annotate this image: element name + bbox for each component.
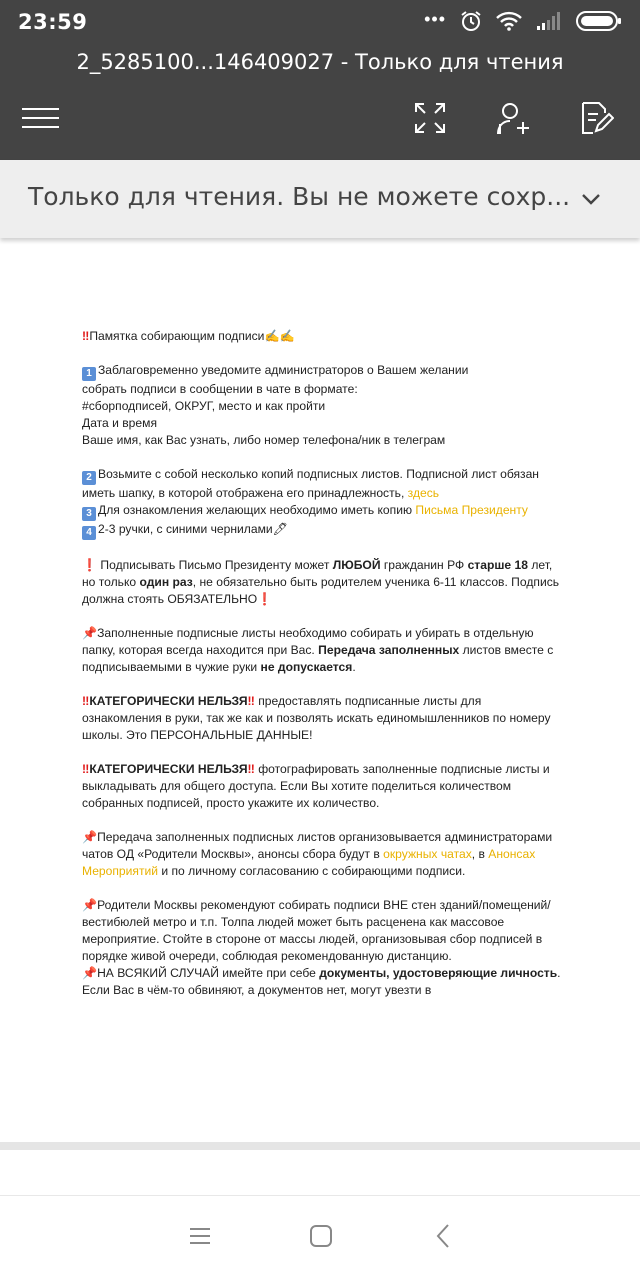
doc-paragraph-6: 📌Заполненные подписные листы необходимо собирать и убирать в отдельную папку, которая всегда находится при Вас. Передача заполненных листов вместе с подписываемыми в чужие руки не допускается. bbox=[82, 626, 554, 674]
double-exclamation-icon: ‼ bbox=[82, 694, 90, 708]
doc-paragraph-4: 4 2-3 ручки, с синими чернилами🖊 bbox=[82, 521, 562, 540]
wifi-icon bbox=[496, 11, 522, 31]
doc-paragraph-5: ❗ Подписывать Письмо Президенту может ЛЮБОЙ гражданин РФ старше 18 лет, но только один раз, не обязательно быть родителем ученика 6-11 классов. Подпись должна стоять ОБЯЗАТЕЛЬНО❗ bbox=[82, 558, 560, 606]
document-body bbox=[82, 328, 562, 999]
pushpin-icon: 📌 bbox=[82, 966, 98, 980]
fullscreen-icon[interactable] bbox=[412, 100, 448, 136]
link-district-chats[interactable]: окружных чатах bbox=[383, 847, 472, 861]
system-nav-bar bbox=[0, 1195, 640, 1281]
exclamation-icon: ❗ bbox=[257, 592, 273, 606]
doc-paragraph-3: 3 Для ознакомления желающих необходимо иметь копию Письма Президенту bbox=[82, 502, 562, 521]
battery-icon bbox=[576, 10, 622, 32]
recents-icon[interactable] bbox=[186, 1222, 214, 1250]
keycap-2-icon: 2 bbox=[82, 471, 96, 485]
doc-paragraph-1: 1 Заблаговременно уведомите администраторов о Вашем желании собрать подписи в сообщении в чате в формате: #сборподписей, ОКРУГ, место и как пройти Дата и время Ваше имя, как Вас узнать, либо номер телефона/ник в телеграм bbox=[82, 363, 469, 447]
pushpin-icon: 📌 bbox=[82, 898, 98, 912]
chevron-down-icon[interactable] bbox=[580, 188, 602, 210]
page-separator bbox=[0, 1142, 640, 1150]
doc-paragraph-10: 📌Родители Москвы рекомендуют собирать подписи ВНЕ стен зданий/помещений/вестибюлей метро и т.п. Толпа людей может быть расценена как массовое мероприятие. Стойте в стороне от массы людей, организовывая сбор подписей в порядке живой очереди, соблюдая рекомендованную дистанцию. bbox=[82, 898, 551, 963]
add-user-icon[interactable] bbox=[495, 100, 531, 136]
link-here[interactable]: здесь bbox=[407, 486, 440, 500]
double-exclamation-icon: ‼ bbox=[82, 762, 90, 776]
app-toolbar bbox=[0, 42, 640, 160]
doc-paragraph-11: 📌НА ВСЯКИЙ СЛУЧАЙ имейте при себе документы, удостоверяющие личность. Если Вас в чём-то обвиняют, а документов нет, могут увезти в bbox=[82, 966, 561, 997]
doc-paragraph-2: 2 Возьмите с собой несколько копий подписных листов. Подписной лист обязан иметь шапку, в которой отображена его принадлежность, здесь bbox=[82, 467, 539, 500]
home-icon[interactable] bbox=[307, 1222, 335, 1250]
link-letter-president[interactable]: Письма Президенту bbox=[415, 503, 528, 517]
menu-icon[interactable] bbox=[22, 104, 60, 132]
doc-paragraph-7: ‼КАТЕГОРИЧЕСКИ НЕЛЬЗЯ‼ предоставлять подписанные листы для ознакомления в руки, так же как и позволять искать единомышленников по номеру школы. Это ПЕРСОНАЛЬНЫЕ ДАННЫЕ! bbox=[82, 694, 551, 742]
status-bar bbox=[0, 0, 640, 42]
status-time: 23:59 bbox=[18, 10, 88, 34]
status-icons bbox=[424, 8, 622, 34]
signal-icon bbox=[536, 11, 562, 31]
doc-heading: ‼Памятка собирающим подписи✍✍ bbox=[82, 329, 295, 343]
double-exclamation-icon: ‼ bbox=[247, 694, 255, 708]
edit-document-icon[interactable] bbox=[578, 100, 614, 136]
keycap-3-icon: 3 bbox=[82, 507, 96, 521]
pushpin-icon: 📌 bbox=[82, 830, 98, 844]
doc-paragraph-8: ‼КАТЕГОРИЧЕСКИ НЕЛЬЗЯ‼ фотографировать заполненные подписные листы и выкладывать для общего доступа. Если Вы хотите поделиться количеством собранных подписей, просто укажите их количество. bbox=[82, 762, 550, 810]
doc-paragraph-9: 📌Передача заполненных подписных листов организовывается администраторами чатов ОД «Родители Москвы», анонсы сбора будут в окружных чатах, в Анонсах Мероприятий и по личному согласованию с собирающими подписи. bbox=[82, 830, 553, 878]
double-exclamation-icon: ‼ bbox=[82, 329, 90, 343]
double-exclamation-icon: ‼ bbox=[247, 762, 255, 776]
more-dots-icon: ••• bbox=[424, 8, 446, 29]
banner-text: Только для чтения. Вы не можете сохр... bbox=[28, 182, 571, 211]
keycap-1-icon: 1 bbox=[82, 367, 96, 381]
link-event-announcements[interactable]: Анонсах Мероприятий bbox=[82, 847, 536, 878]
exclamation-icon: ❗ bbox=[82, 558, 98, 572]
document-title: 2_5285100...146409027 - Только для чтения bbox=[76, 50, 564, 74]
back-icon[interactable] bbox=[430, 1222, 458, 1250]
keycap-4-icon: 4 bbox=[82, 526, 96, 540]
read-only-banner[interactable] bbox=[0, 160, 640, 238]
pushpin-icon: 📌 bbox=[82, 626, 98, 640]
alarm-icon bbox=[460, 10, 482, 32]
pen-icon: 🖊 bbox=[272, 522, 289, 536]
writing-hand-icon: ✍✍ bbox=[264, 329, 295, 343]
